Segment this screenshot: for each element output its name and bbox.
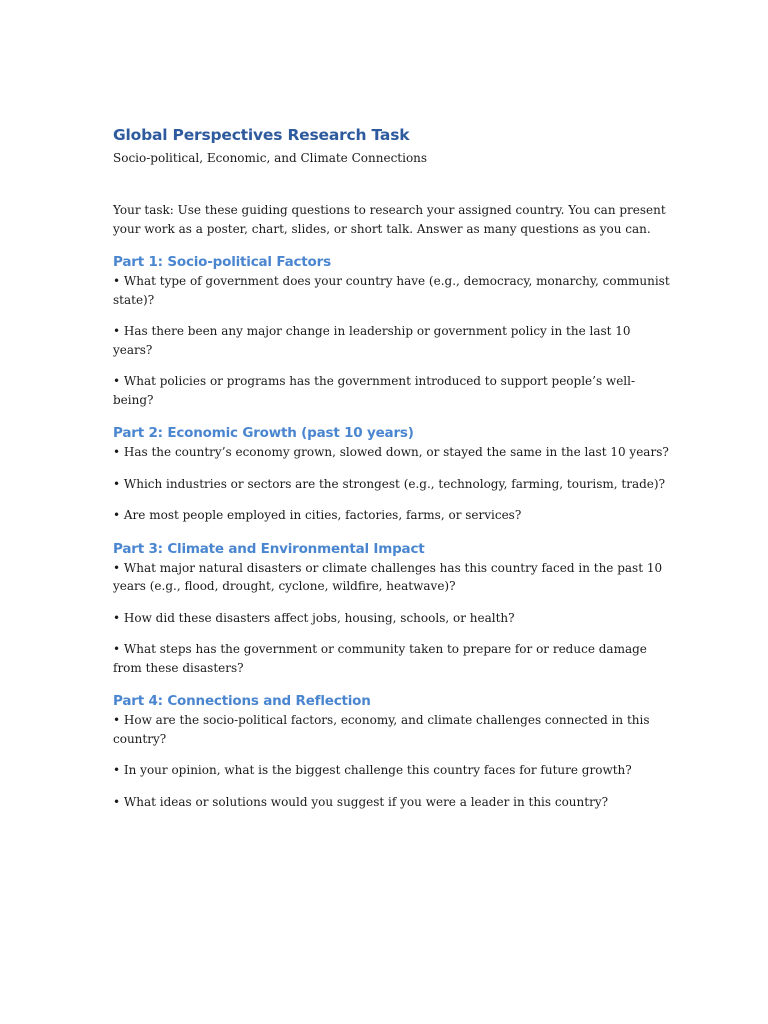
- task-instructions: Your task: Use these guiding questions to research your assigned country. You can present your work as a poster, chart, slides, or short talk. Answer as many questions as you can.: [113, 203, 666, 236]
- part-heading: Part 1: Socio-political Factors: [113, 254, 331, 270]
- guiding-question: • What policies or programs has the government introduced to support people’s well-being?: [113, 374, 636, 407]
- guiding-question: • What steps has the government or community taken to prepare for or reduce damage from these disasters?: [113, 642, 647, 675]
- part-heading: Part 4: Connections and Reflection: [113, 693, 371, 709]
- guiding-question: • What major natural disasters or climate challenges has this country faced in the past 10 years (e.g., flood, drought, cyclone, wildfire, heatwave)?: [113, 560, 663, 593]
- guiding-question: • Which industries or sectors are the strongest (e.g., technology, farming, tourism, trade)?: [113, 476, 666, 491]
- guiding-question: • How did these disasters affect jobs, housing, schools, or health?: [113, 610, 515, 625]
- guiding-question: • How are the socio-political factors, economy, and climate challenges connected in this country?: [113, 713, 650, 746]
- guiding-question: • Are most people employed in cities, factories, farms, or services?: [113, 508, 522, 522]
- part-4-section: [113, 691, 673, 811]
- part-3-section: [113, 539, 673, 678]
- document-title: Global Perspectives Research Task: [113, 126, 410, 144]
- part-2-section: [113, 423, 673, 525]
- document-subtitle: Socio-political, Economic, and Climate Connections: [113, 151, 428, 165]
- guiding-question: • Has there been any major change in leadership or government policy in the last 10 years?: [113, 324, 631, 357]
- guiding-question: • What type of government does your country have (e.g., democracy, monarchy, communist state)?: [113, 274, 670, 307]
- document-body: [113, 124, 673, 811]
- guiding-question: • In your opinion, what is the biggest challenge this country faces for future growth?: [113, 763, 632, 777]
- guiding-question: • Has the country’s economy grown, slowed down, or stayed the same in the last 10 years?: [113, 445, 669, 459]
- guiding-question: • What ideas or solutions would you suggest if you were a leader in this country?: [113, 794, 609, 809]
- part-heading: Part 3: Climate and Environmental Impact: [113, 540, 425, 557]
- part-1-section: [113, 252, 673, 409]
- part-heading: Part 2: Economic Growth (past 10 years): [113, 425, 414, 441]
